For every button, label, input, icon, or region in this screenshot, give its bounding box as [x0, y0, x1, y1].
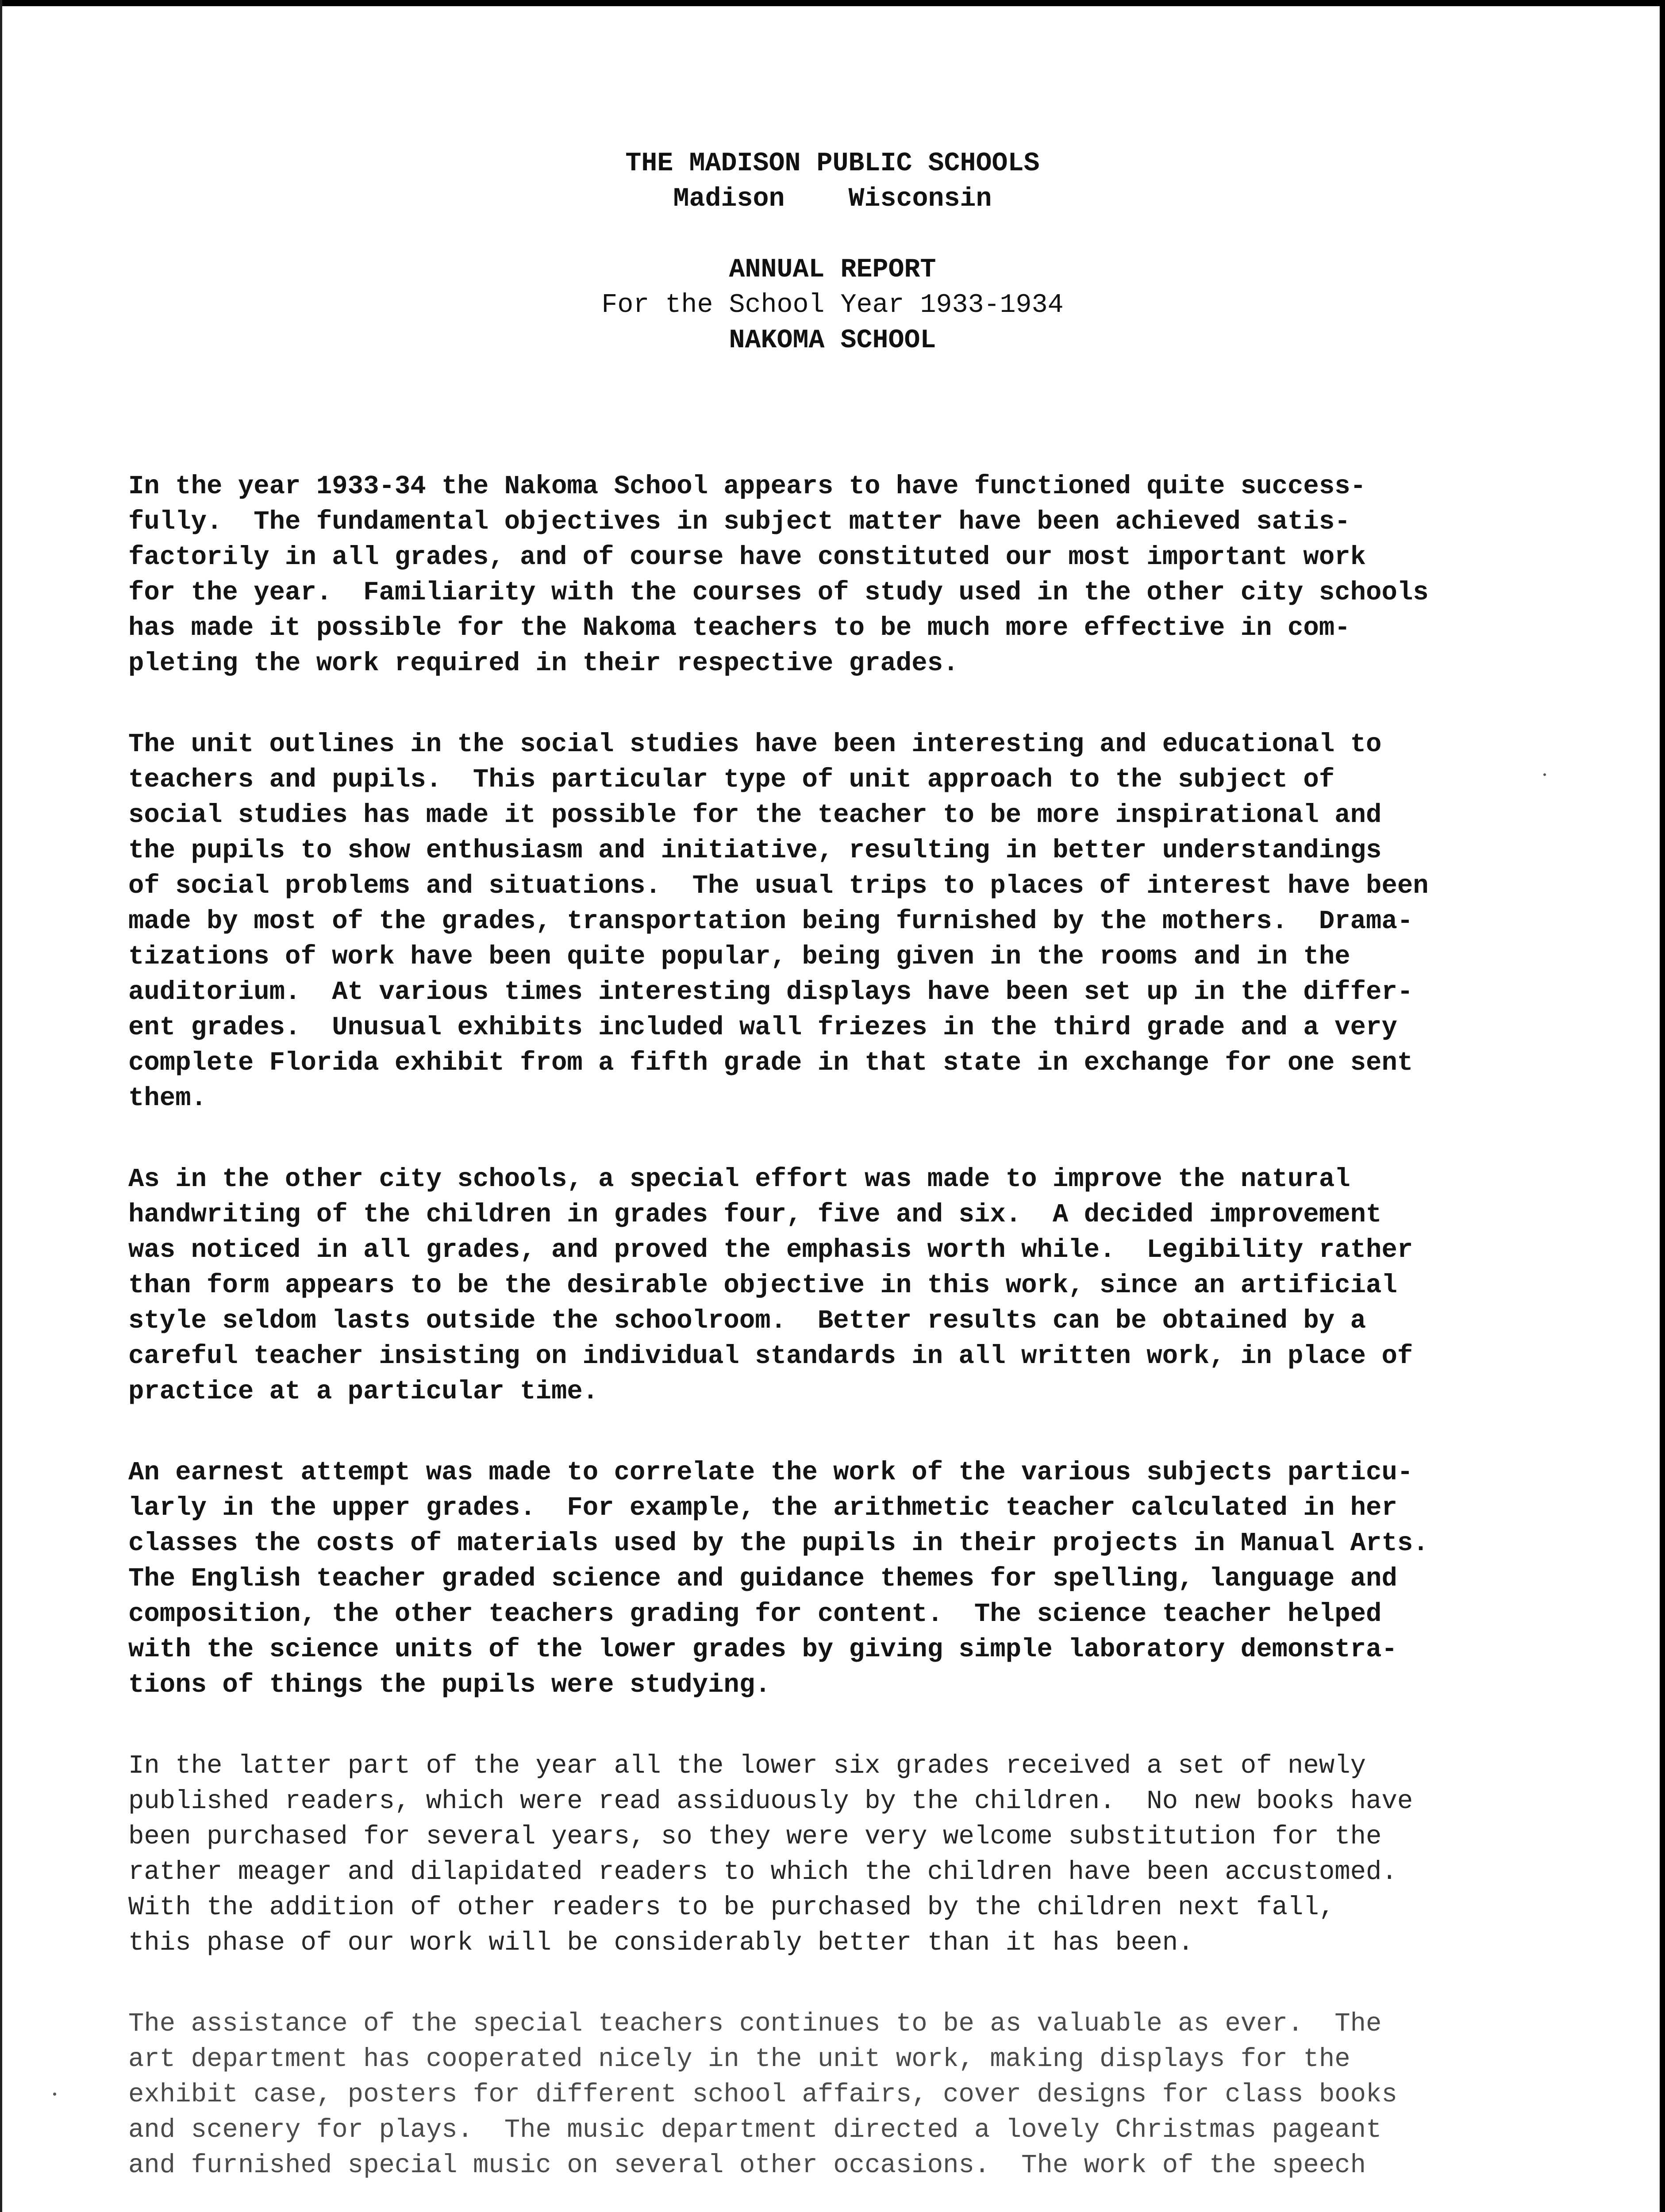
org-name: THE MADISON PUBLIC SCHOOLS: [625, 149, 1040, 179]
location: Madison Wisconsin: [673, 184, 992, 214]
text-line: In the year 1933-34 the Nakoma School appears to have functioned quite success-: [128, 472, 1366, 501]
paragraph-overview: [128, 469, 1602, 681]
school-name: NAKOMA SCHOOL: [729, 326, 936, 356]
scan-speck: [53, 2093, 56, 2096]
text-line: has made it possible for the Nakoma teachers to be much more effective in com-: [128, 613, 1350, 643]
text-line: of social problems and situations. The usual trips to places of interest have been: [128, 871, 1429, 901]
text-line: tizations of work have been quite popular, being given in the rooms and in the: [128, 942, 1350, 972]
text-line: complete Florida exhibit from a fifth grade in that state in exchange for one sent: [128, 1048, 1413, 1078]
text-line: than form appears to be the desirable objective in this work, since an artificial: [128, 1271, 1397, 1300]
report-title-block: [0, 252, 1665, 358]
text-line: was noticed in all grades, and proved the emphasis worth while. Legibility rather: [128, 1235, 1413, 1265]
text-line: pleting the work required in their respective grades.: [128, 649, 959, 678]
text-line: them.: [128, 1083, 207, 1113]
text-line: In the latter part of the year all the lower six grades received a set of newly: [128, 1751, 1366, 1781]
scan-speck: [1543, 773, 1546, 776]
text-line: With the addition of other readers to be purchased by the children next fall,: [128, 1893, 1335, 1922]
text-line: larly in the upper grades. For example, the arithmetic teacher calculated in her: [128, 1493, 1397, 1523]
text-line: and scenery for plays. The music department directed a lovely Christmas pageant: [128, 2115, 1382, 2145]
text-line: The unit outlines in the social studies have been interesting and educational to: [128, 730, 1382, 759]
document-header: [0, 146, 1665, 217]
text-line: the pupils to show enthusiasm and initiative, resulting in better understandings: [128, 836, 1382, 865]
text-line: practice at a particular time.: [128, 1377, 599, 1406]
text-line: and furnished special music on several other occasions. The work of the speech: [128, 2151, 1366, 2180]
text-line: auditorium. At various times interesting displays have been set up in the differ-: [128, 977, 1413, 1007]
text-line: An earnest attempt was made to correlate the work of the various subjects particu-: [128, 1458, 1413, 1487]
text-line: for the year. Familiarity with the courses of study used in the other city schools: [128, 578, 1429, 607]
text-line: style seldom lasts outside the schoolroom. Better results can be obtained by a: [128, 1306, 1366, 1336]
text-line: been purchased for several years, so they were very welcome substitution for the: [128, 1822, 1382, 1851]
text-line: classes the costs of materials used by the pupils in their projects in Manual Arts.: [128, 1528, 1429, 1558]
text-line: The English teacher graded science and guidance themes for spelling, language and: [128, 1564, 1397, 1594]
scan-border-top: [0, 0, 1665, 6]
text-line: this phase of our work will be considerably better than it has been.: [128, 1928, 1194, 1958]
text-line: As in the other city schools, a special effort was made to improve the natural: [128, 1164, 1350, 1194]
text-line: careful teacher insisting on individual standards in all written work, in place of: [128, 1341, 1413, 1371]
paragraph-correlation: [128, 1455, 1602, 1703]
text-line: tions of things the pupils were studying.: [128, 1670, 771, 1700]
text-line: with the science units of the lower grades by giving simple laboratory demonstra-: [128, 1635, 1397, 1664]
report-body: [128, 469, 1602, 2212]
paragraph-readers: [128, 1748, 1602, 1961]
school-year: For the School Year 1933-1934: [601, 290, 1064, 320]
text-line: handwriting of the children in grades four, five and six. A decided improvement: [128, 1200, 1382, 1229]
text-line: teachers and pupils. This particular type of unit approach to the subject of: [128, 765, 1335, 795]
text-line: art department has cooperated nicely in the unit work, making displays for the: [128, 2044, 1350, 2074]
text-line: published readers, which were read assiduously by the children. No new books have: [128, 1786, 1413, 1816]
text-line: social studies has made it possible for the teacher to be more inspirational and: [128, 800, 1382, 830]
text-line: composition, the other teachers grading for content. The science teacher helped: [128, 1599, 1382, 1629]
paragraph-handwriting: [128, 1162, 1602, 1409]
text-line: fully. The fundamental objectives in subject matter have been achieved satis-: [128, 507, 1350, 537]
paragraph-special-teachers: [128, 2006, 1602, 2183]
paragraph-social-studies: [128, 727, 1602, 1116]
text-line: exhibit case, posters for different school affairs, cover designs for class books: [128, 2080, 1397, 2109]
report-title: ANNUAL REPORT: [729, 255, 936, 285]
text-line: factorily in all grades, and of course have constituted our most important work: [128, 542, 1366, 572]
text-line: rather meager and dilapidated readers to which the children have been accustomed.: [128, 1857, 1397, 1887]
text-line: The assistance of the special teachers continues to be as valuable as ever. The: [128, 2009, 1382, 2039]
text-line: made by most of the grades, transportation being furnished by the mothers. Drama-: [128, 906, 1413, 936]
text-line: ent grades. Unusual exhibits included wall friezes in the third grade and a very: [128, 1013, 1397, 1042]
